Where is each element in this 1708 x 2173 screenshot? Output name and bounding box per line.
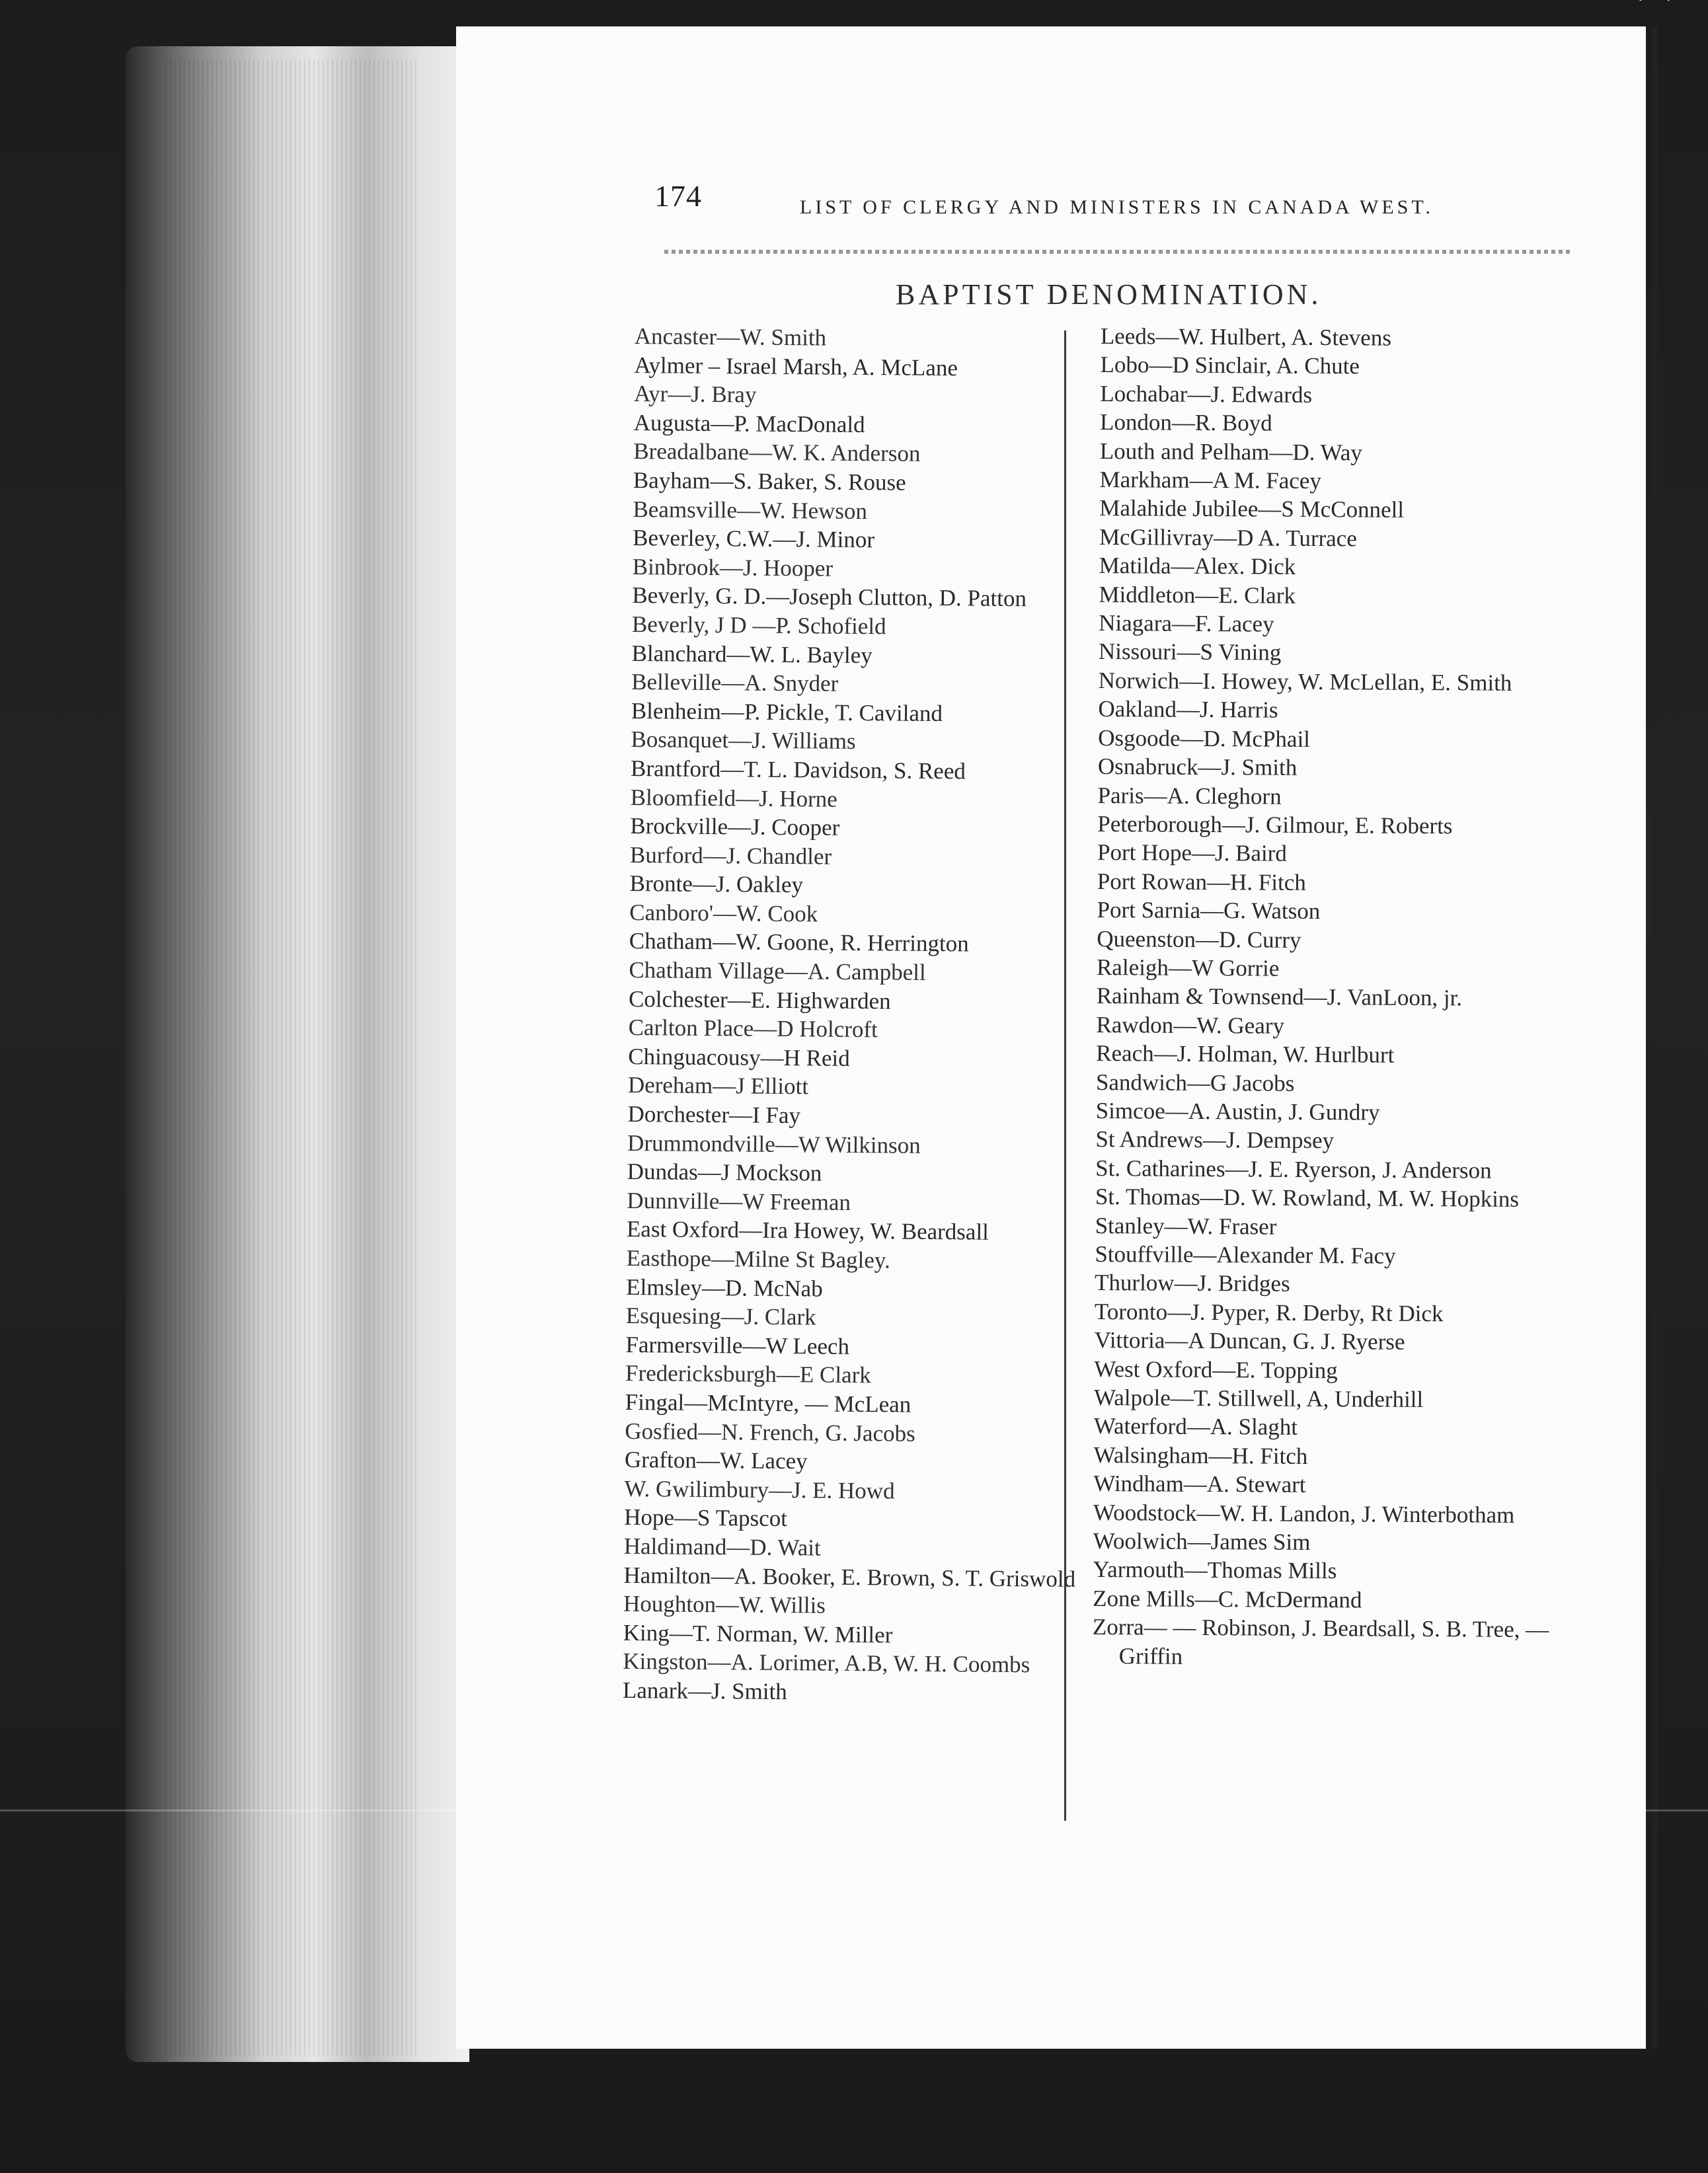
directory-entry: Brockville—J. Cooper bbox=[630, 813, 840, 841]
directory-entry: Blenheim—P. Pickle, T. Caviland bbox=[631, 697, 943, 726]
directory-entry: St Andrews—J. Dempsey bbox=[1095, 1126, 1335, 1154]
directory-entry: Norwich—I. Howey, W. McLellan, E. Smith bbox=[1098, 667, 1512, 696]
directory-entry: Waterford—A. Slaght bbox=[1093, 1413, 1298, 1441]
directory-entry: Nissouri—S Vining bbox=[1098, 638, 1282, 666]
directory-entry: Lochabar—J. Edwards bbox=[1100, 380, 1313, 408]
directory-entry: East Oxford—Ira Howey, W. Beardsall bbox=[626, 1216, 990, 1246]
directory-entry: Bosanquet—J. Williams bbox=[631, 726, 856, 755]
directory-entry: Beamsville—W. Hewson bbox=[633, 496, 868, 524]
directory-entry: Zorra— — Robinson, J. Beardsall, S. B. Tree, — Griffin bbox=[1092, 1614, 1549, 1669]
directory-entry: Beverley, C.W.—J. Minor bbox=[632, 525, 875, 553]
directory-entry: Lanark—J. Smith bbox=[622, 1677, 787, 1704]
directory-entry: Walsingham—H. Fitch bbox=[1093, 1441, 1308, 1469]
directory-entry: Elmsley—D. McNab bbox=[626, 1274, 823, 1302]
directory-entry: Chatham Village—A. Campbell bbox=[629, 957, 926, 985]
directory-entry: St. Catharines—J. E. Ryerson, J. Anderson bbox=[1095, 1155, 1492, 1184]
directory-entry: Fredericksburgh—E Clark bbox=[625, 1360, 871, 1389]
directory-entry: Rawdon—W. Geary bbox=[1096, 1011, 1285, 1039]
directory-entry: Malahide Jubilee—S McConnell bbox=[1099, 495, 1405, 523]
directory-entry: Simcoe—A. Austin, J. Gundry bbox=[1095, 1097, 1380, 1125]
section-title: BAPTIST DENOMINATION. bbox=[896, 278, 1322, 311]
directory-entry: King—T. Norman, W. Miller bbox=[623, 1619, 893, 1648]
directory-entry: Leeds—W. Hulbert, A. Stevens bbox=[1100, 323, 1392, 351]
directory-entry: Aylmer – Israel Marsh, A. McLane bbox=[634, 352, 958, 381]
directory-entry: Bayham—S. Baker, S. Rouse bbox=[633, 467, 906, 496]
directory-entry: Yarmouth—Thomas Mills bbox=[1093, 1556, 1337, 1584]
directory-entry: Raleigh—W Gorrie bbox=[1096, 954, 1280, 981]
scan-line bbox=[0, 1810, 1708, 1811]
running-head: LIST OF CLERGY AND MINISTERS IN CANADA WEST. bbox=[800, 196, 1434, 218]
directory-entry: Hope—S Tapscot bbox=[624, 1504, 788, 1532]
directory-entry: Louth and Pelham—D. Way bbox=[1099, 438, 1362, 466]
directory-entry: Osnabruck—J. Smith bbox=[1097, 753, 1298, 781]
directory-entry: Reach—J. Holman, W. Hurlburt bbox=[1096, 1040, 1395, 1068]
directory-entry: W. Gwilimbury—J. E. Howd bbox=[624, 1475, 895, 1504]
directory-entry: Vittoria—A Duncan, G. J. Ryerse bbox=[1094, 1327, 1405, 1355]
directory-entry: Gosfied—N. French, G. Jacobs bbox=[625, 1418, 915, 1447]
right-column bbox=[1093, 322, 1576, 1673]
directory-entry: Burford—J. Chandler bbox=[629, 841, 832, 870]
directory-entry: Oakland—J. Harris bbox=[1098, 696, 1278, 723]
directory-entry: Woolwich—James Sim bbox=[1093, 1528, 1311, 1556]
directory-entry: Grafton—W. Lacey bbox=[624, 1447, 808, 1474]
directory-entry: Port Rowan—H. Fitch bbox=[1097, 868, 1306, 896]
directory-entry: Brantford—T. L. Davidson, S. Reed bbox=[630, 755, 966, 784]
directory-entry: Esquesing—J. Clark bbox=[625, 1303, 816, 1330]
directory-entry: Matilda—Alex. Dick bbox=[1099, 553, 1296, 580]
directory-entry: Haldimand—D. Wait bbox=[623, 1533, 821, 1561]
directory-entry: Colchester—E. Highwarden bbox=[628, 985, 891, 1014]
directory-entry: Markham—A M. Facey bbox=[1099, 467, 1322, 494]
directory-entry: St. Thomas—D. W. Rowland, M. W. Hopkins bbox=[1095, 1184, 1520, 1213]
directory-entry: Thurlow—J. Bridges bbox=[1094, 1270, 1290, 1297]
directory-entry: Belleville—A. Snyder bbox=[631, 669, 839, 697]
directory-entry: Beverly, G. D.—Joseph Clutton, D. Patton bbox=[632, 582, 1027, 612]
directory-entry: Ancaster—W. Smith bbox=[634, 323, 827, 351]
directory-entry: Farmersville—W Leech bbox=[625, 1331, 850, 1359]
directory-entry: Toronto—J. Pyper, R. Derby, Rt Dick bbox=[1094, 1298, 1444, 1327]
directory-entry: Middleton—E. Clark bbox=[1099, 581, 1296, 609]
directory-entry: Ayr—J. Bray bbox=[633, 381, 757, 408]
directory-entry: Drummondville—W Wilkinson bbox=[627, 1129, 921, 1159]
directory-entry: Bloomfield—J. Horne bbox=[630, 784, 837, 812]
directory-entry: Paris—A. Cleghorn bbox=[1097, 782, 1282, 810]
directory-entry: Binbrook—J. Hooper bbox=[632, 553, 834, 582]
directory-entry: Carlton Place—D Holcroft bbox=[628, 1014, 878, 1043]
directory-entry: Peterborough—J. Gilmour, E. Roberts bbox=[1097, 810, 1453, 839]
directory-entry: Dunnville—W Freeman bbox=[627, 1187, 851, 1215]
directory-entry: Port Sarnia—G. Watson bbox=[1097, 897, 1321, 925]
directory-entry: Kingston—A. Lorimer, A.B, W. H. Coombs bbox=[623, 1648, 1030, 1678]
directory-entry: Woodstock—W. H. Landon, J. Winterbotham bbox=[1093, 1499, 1515, 1528]
directory-entry: Fingal—McIntyre, — McLean bbox=[625, 1389, 912, 1418]
directory-entry: Stanley—W. Fraser bbox=[1095, 1212, 1277, 1240]
directory-entry: Chinguacousy—H Reid bbox=[628, 1043, 850, 1071]
directory-entry: Breadalbane—W. K. Anderson bbox=[633, 438, 921, 467]
directory-entry: Beverly, J D —P. Schofield bbox=[631, 611, 886, 640]
directory-entry: Port Hope—J. Baird bbox=[1097, 839, 1288, 867]
directory-entry: Blanchard—W. L. Bayley bbox=[631, 640, 873, 668]
directory-entry: Zone Mills—C. McDermand bbox=[1093, 1585, 1362, 1613]
directory-entry: Lobo—D Sinclair, A. Chute bbox=[1100, 352, 1360, 379]
directory-entry: Stouffville—Alexander M. Facy bbox=[1095, 1240, 1396, 1269]
directory-entry: Windham—A. Stewart bbox=[1093, 1470, 1306, 1498]
directory-entry: Chatham—W. Goone, R. Herrington bbox=[629, 928, 969, 957]
directory-entry: Niagara—F. Lacey bbox=[1099, 610, 1274, 637]
directory-entry: Canboro'—W. Cook bbox=[629, 899, 818, 927]
directory-entry: Queenston—D. Curry bbox=[1097, 925, 1301, 953]
directory-entry: West Oxford—E. Topping bbox=[1094, 1355, 1338, 1383]
directory-entry: Walpole—T. Stillwell, A, Underhill bbox=[1093, 1385, 1424, 1413]
page-edges bbox=[165, 59, 416, 2055]
page-number: 174 bbox=[654, 179, 702, 213]
directory-entry: London—R. Boyd bbox=[1099, 409, 1272, 436]
directory-entry: Dundas—J Mockson bbox=[627, 1159, 822, 1186]
directory-entry: Easthope—Milne St Bagley. bbox=[626, 1244, 890, 1274]
directory-entry: Dorchester—I Fay bbox=[627, 1100, 801, 1129]
left-column bbox=[623, 322, 1110, 1709]
directory-entry: Houghton—W. Willis bbox=[623, 1591, 826, 1619]
directory-entry: Bronte—J. Oakley bbox=[629, 870, 804, 898]
directory-entry: Osgoode—D. McPhail bbox=[1098, 724, 1311, 752]
directory-entry: Sandwich—G Jacobs bbox=[1095, 1069, 1295, 1096]
directory-entry: Rainham & Townsend—J. VanLoon, jr. bbox=[1096, 983, 1463, 1011]
page-edge-shadow bbox=[1652, 26, 1658, 2049]
directory-entry: Hamilton—A. Booker, E. Brown, S. T. Griswold bbox=[623, 1562, 1076, 1592]
directory-entry: McGillivray—D A. Turrace bbox=[1099, 523, 1357, 552]
directory-entry: Augusta—P. MacDonald bbox=[633, 409, 865, 438]
header-rule bbox=[664, 250, 1570, 254]
directory-entry: Dereham—J Elliott bbox=[627, 1072, 809, 1100]
